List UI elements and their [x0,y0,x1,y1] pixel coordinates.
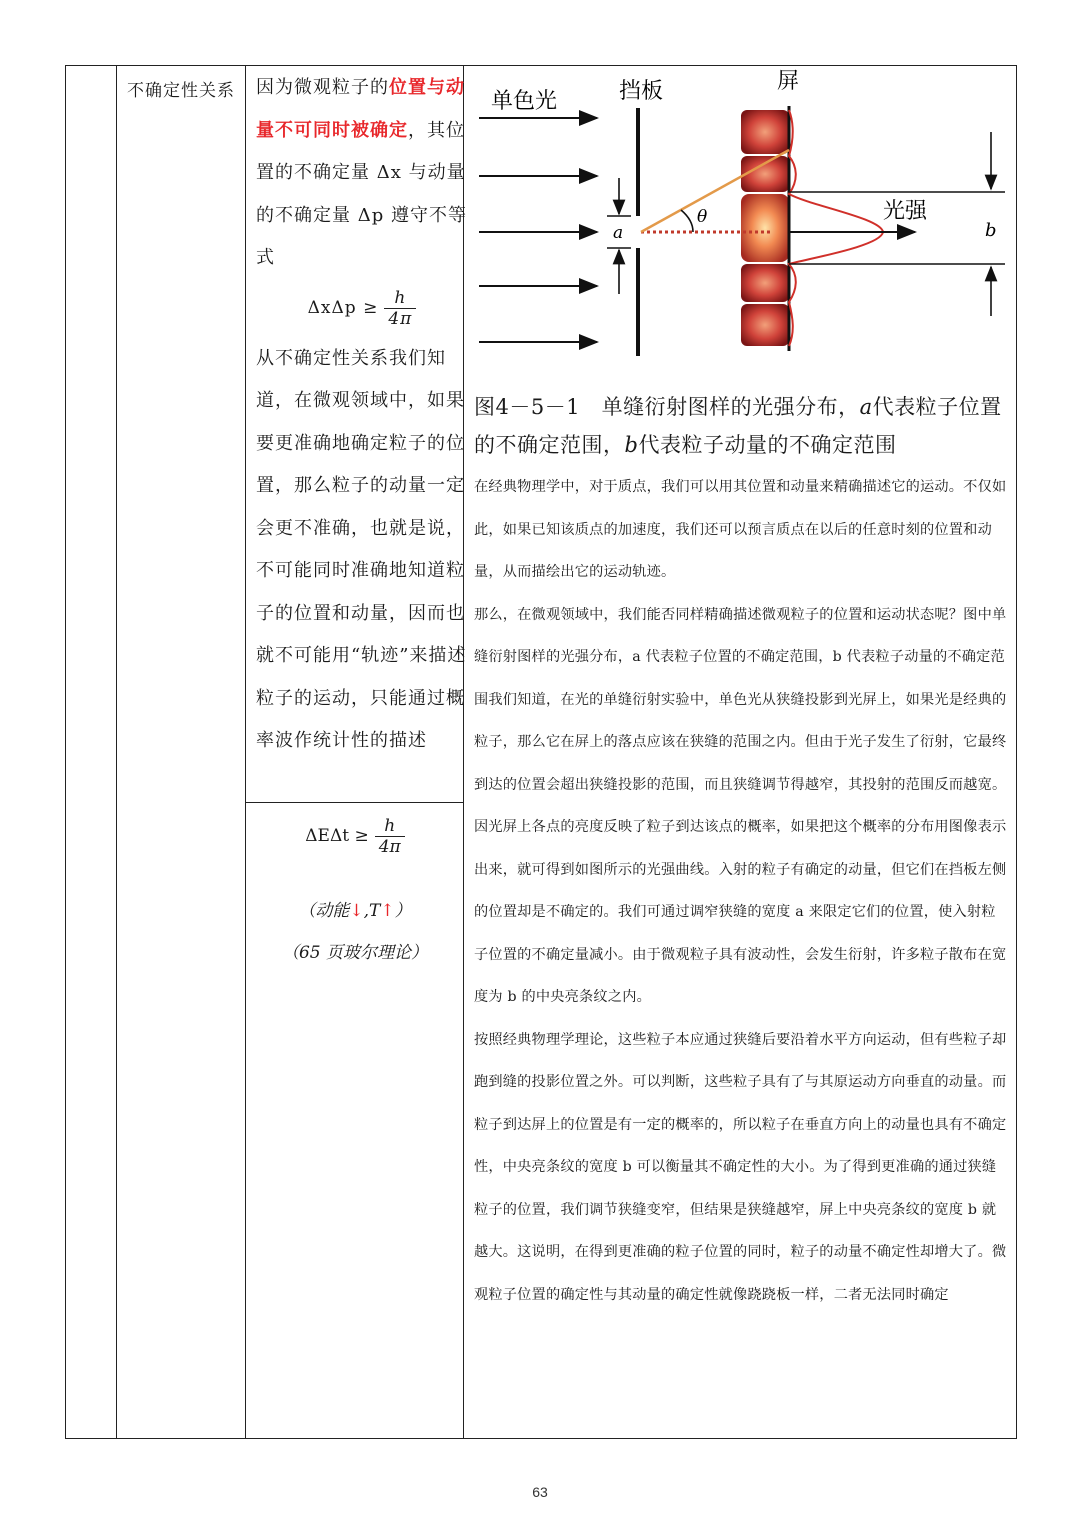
fraction-numerator: h [384,815,396,836]
paragraph: 按照经典物理学理论，这些粒子本应通过狭缝后要沿着水平方向运动，但有些粒子却跑到缝的投影位置之外。可以判断，这些粒子具有了与其原运动方向垂直的动量。而粒子到达屏上的位置是有一定的概率的，所以粒子在垂直方向上的动量也具有不确定性，中央亮条纹的宽度 b 可以衡量其不确定性的大小。为了得到更准确的通过狭缝粒子的位置，我们调节狭缝变窄，但结果是狭缝越窄，屏上中央亮条纹的宽度 b 就越大。这说明，在得到更准确的粒子位置的同时，粒子的动量不确定性却增大了。微观粒子位置的确定性与其动量的确定性就像跷跷板一样，二者无法同时确定 [474,1031,1007,1303]
screen-label: 屏 [777,69,800,94]
intensity-label: 光强 [883,199,928,224]
uncertainty-explanation [256,66,468,763]
note-bohr: （65 页玻尔理论） [281,943,429,963]
term-label: 不确定性关系 [127,81,235,101]
note-kinetic: （动能↓,T↑） [298,901,412,921]
central-fringe-width-marker [789,132,1005,316]
up-arrow-icon: ↑ [380,901,395,921]
content-table [65,65,1017,1439]
incident-light-arrows [479,118,597,342]
baffle-label: 挡板 [619,79,664,104]
fraction [384,288,416,329]
paragraph: 在经典物理学中，对于质点，我们可以用其位置和动量来精确描述它的运动。不仅如此，如果已知该质点的加速度，我们还可以预言质点在以后的任意时刻的位置和动量，从而描绘出它的运动轨迹。 [474,479,1007,580]
angle-theta-label: θ [697,207,708,227]
fraction-denominator: 4π [375,836,405,857]
intro-lead: 因为微观粒子的 [256,77,389,98]
explanation-text: 从不确定性关系我们知道，在微观领域中，如果要更准确地确定粒子的位置，那么粒子的动量一定会更不准确，也就是说，不可能同时准确地知道粒子的位置和动量，因而也就不可能用“轨迹”来描述粒子的运动，只能通过概率波作统计性的描述 [256,347,467,751]
intensity-curve [789,110,883,346]
formula-lhs: ΔxΔp ≥ [307,298,379,319]
intro-text [256,67,468,280]
fraction-numerator: h [394,288,407,308]
fringe-width-label: b [985,220,997,241]
diffraction-screen [741,106,789,351]
slit-width-label: a [613,223,624,243]
note-block [246,890,464,974]
intro-tail: ，其位置的不确定量 Δx 与动量的不确定量 Δp 遵守不等式 [256,119,467,268]
page-number: 63 [532,1484,548,1500]
down-arrow-icon: ↓ [349,901,364,921]
paragraph: 那么，在微观领域中，我们能否同样精确描述微观粒子的位置和运动状态呢？图中单缝衍射图样的光强分布，a 代表粒子位置的不确定范围，b 代表粒子动量的不确定范围我们知道，在光的单缝衍射实验中，单色光从狭缝投影到光屏上，如果光是经典的粒子，那么它在屏上的落点应该在狭缝的范围之内。但由于光子发生了衍射，它最终到达的位置会超出狭缝投影的范围，而且狭缝调节得越窄，其投射的范围反而越宽。因光屏上各点的亮度反映了粒子到达该点的概率，如果把这个概率的分布用图像表示出来，就可得到如图所示的光强曲线。入射的粒子有确定的动量，但它们在挡板左侧的位置却是不确定的。我们可通过调窄狭缝的宽度 a 来限定它们的位置，使入射粒子位置的不确定量减小。由于微观粒子具有波动性，会发生衍射，许多粒子散布在宽度为 b 的中央亮条纹之内。 [474,606,1007,1005]
row-divider [246,802,464,803]
fraction-denominator: 4π [384,308,416,329]
figure-caption: 图4－5－1 单缝衍射图样的光强分布，a代表粒子位置的不确定范围，b代表粒子动量的不确定范围 [474,395,1002,457]
angle-arc [681,210,693,232]
energy-time-block [246,806,464,974]
body-text [474,466,1010,1316]
intro-highlight: 位置与动量不可同时被确定 [256,77,465,141]
column-divider [245,66,246,1438]
position-momentum-inequality [256,280,468,338]
fraction [375,816,405,857]
monochromatic-light-label: 单色光 [491,89,558,114]
energy-time-inequality [246,806,464,866]
formula-lhs: ΔEΔt ≥ [305,826,369,846]
column-divider [116,66,117,1438]
